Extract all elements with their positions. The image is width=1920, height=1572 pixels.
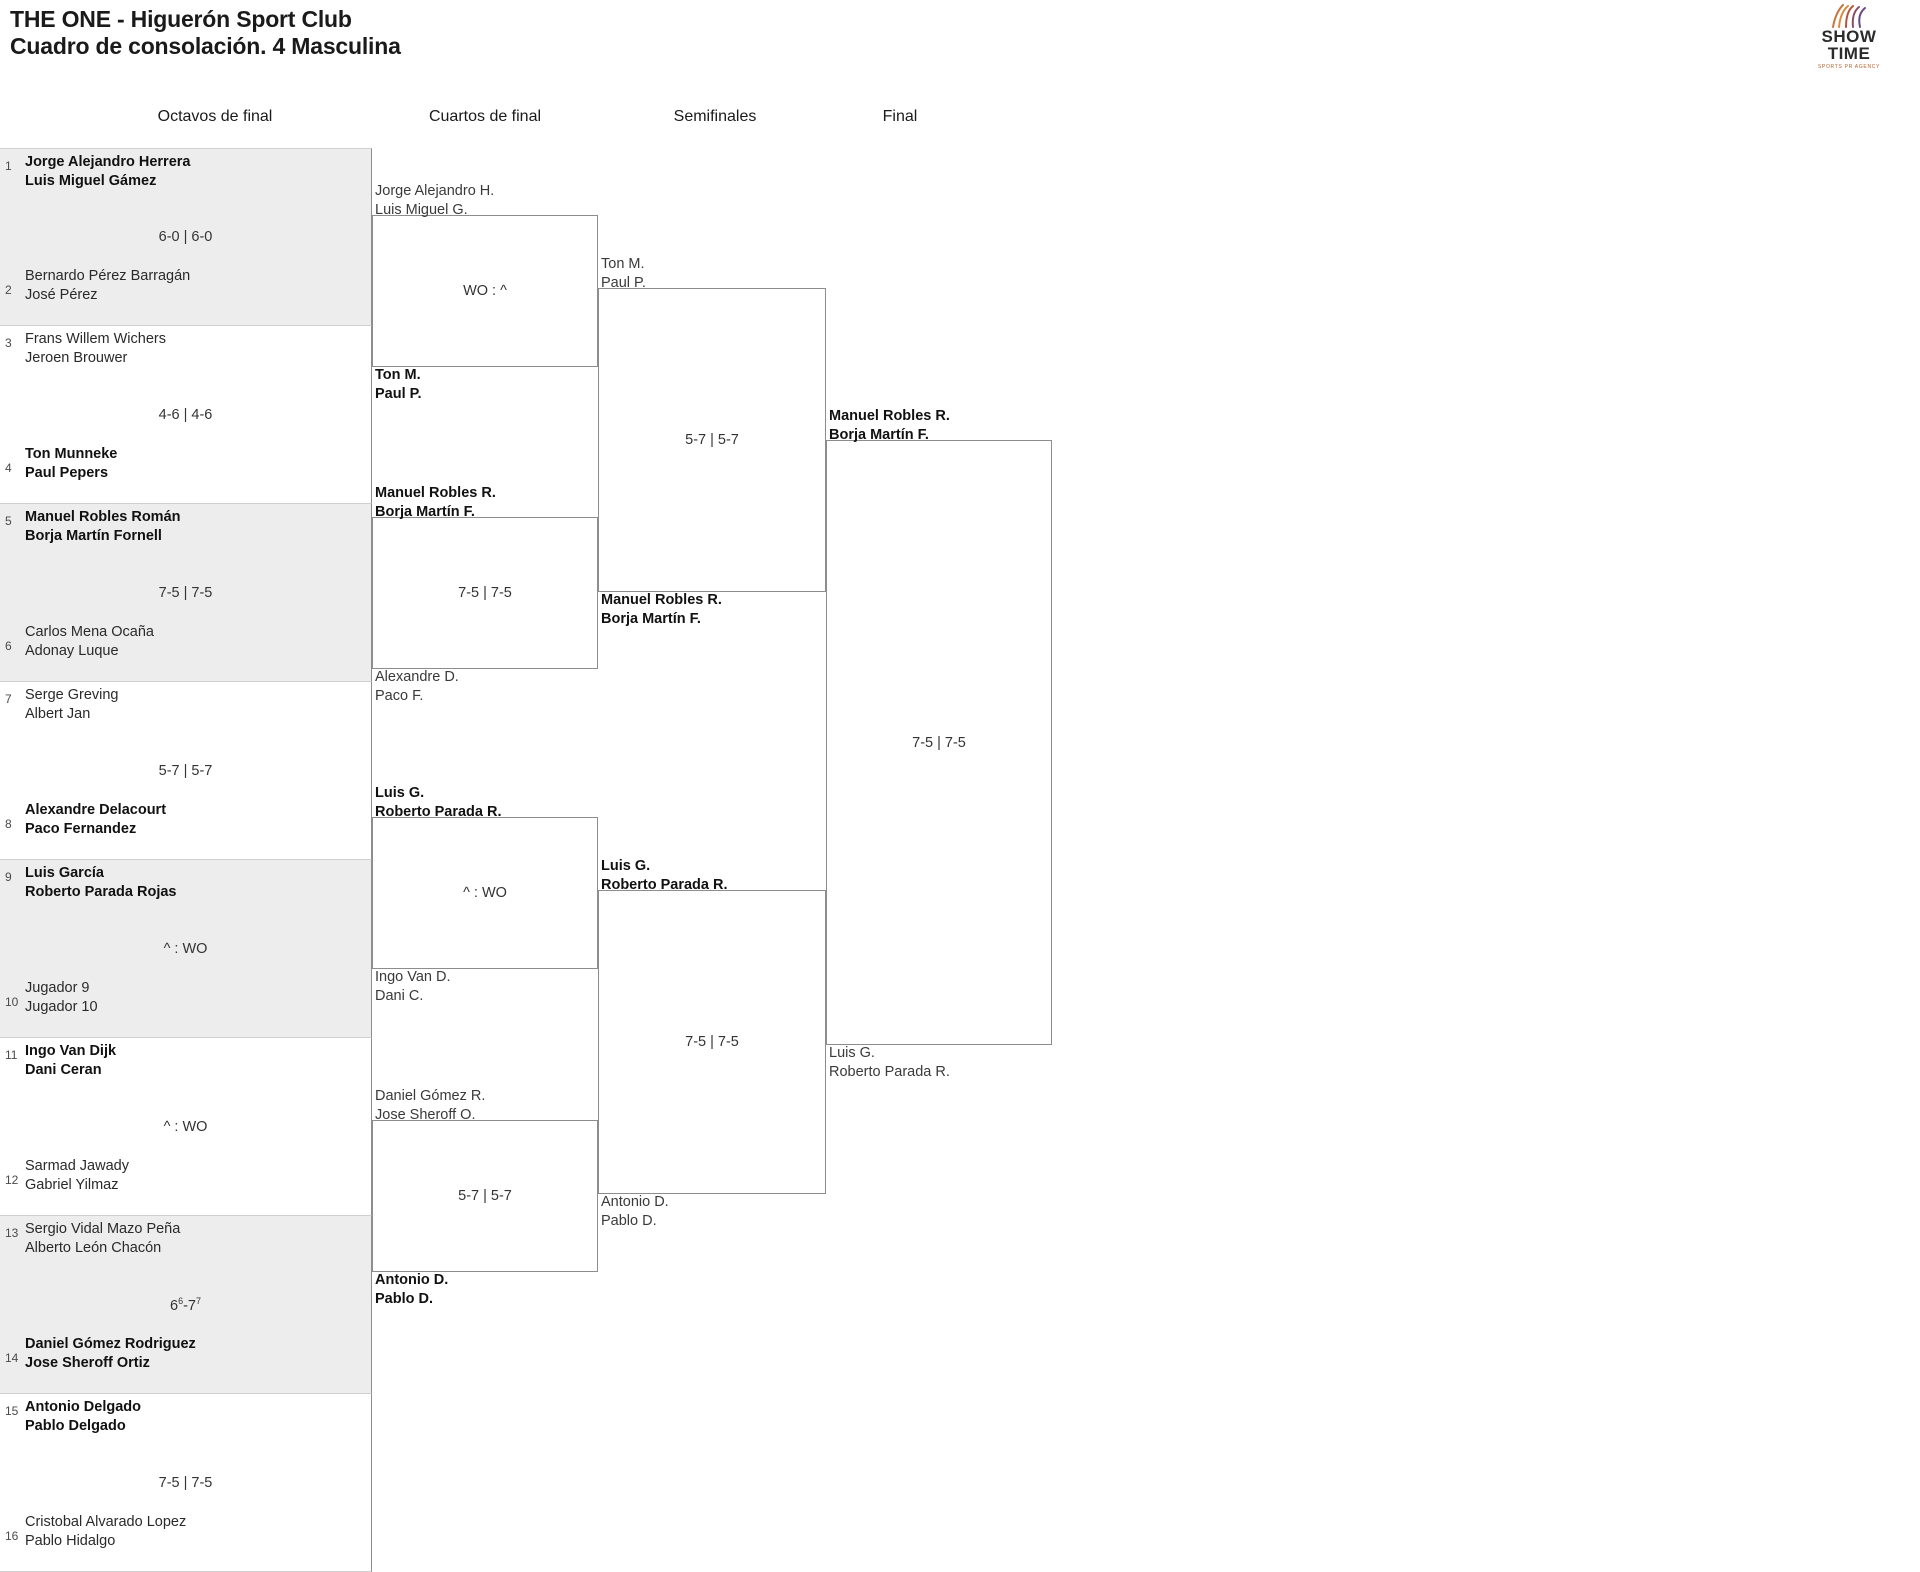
team-bottom[interactable] [25, 267, 190, 305]
seed-number: 10 [5, 995, 19, 1009]
team-bottom[interactable] [375, 1271, 448, 1309]
player-name: Manuel Robles R. [829, 408, 950, 424]
player-name: Luis G. [601, 858, 651, 874]
seed-number: 8 [5, 817, 12, 831]
match-box-cuartos-3[interactable] [372, 785, 598, 1004]
player-name: Gabriel Yilmaz [25, 1176, 119, 1193]
player-name: Sergio Vidal Mazo Peña [25, 1221, 181, 1237]
player-name: Albert Jan [25, 706, 91, 723]
team-bottom[interactable] [375, 366, 421, 404]
team-top[interactable] [25, 508, 181, 546]
player-name: Luis García [25, 865, 104, 881]
showtime-logo [1806, 4, 1892, 70]
team-bottom[interactable] [829, 1044, 950, 1082]
match-score: 5-7 | 5-7 [158, 762, 213, 779]
logo-mark-icon [1827, 4, 1871, 28]
player-name: Paul Pepers [25, 464, 109, 481]
player-name: Roberto Parada Rojas [25, 884, 177, 901]
player-name: Jose Sheroff O. [375, 1107, 476, 1124]
player-name: Manuel Robles R. [375, 485, 496, 501]
player-name: Daniel Gómez R. [375, 1088, 486, 1104]
seed-number: 2 [5, 283, 12, 297]
match-box-final[interactable] [826, 408, 1052, 1080]
player-name: Alberto León Chacón [25, 1240, 162, 1257]
team-bottom[interactable] [601, 1193, 669, 1231]
player-name: Dani Ceran [25, 1062, 102, 1079]
match-box-cuartos-4[interactable] [372, 1088, 598, 1307]
match-score: ^ : WO [463, 885, 507, 901]
team-top[interactable] [25, 1042, 116, 1080]
team-top[interactable] [375, 784, 502, 822]
player-name: Roberto Parada R. [601, 877, 728, 894]
player-name: Adonay Luque [25, 642, 119, 659]
match-row[interactable] [0, 1394, 372, 1572]
team-top[interactable] [601, 255, 646, 293]
seed-number: 1 [5, 159, 12, 173]
team-bottom[interactable] [25, 623, 154, 661]
player-name: Borja Martín Fornell [25, 528, 162, 545]
player-name: Carlos Mena Ocaña [25, 623, 154, 640]
match-row[interactable] [0, 1216, 372, 1394]
player-name: Luis Miguel Gámez [25, 173, 157, 190]
player-name: Paco F. [375, 687, 424, 704]
match-score [0, 1296, 371, 1314]
match-row[interactable] [0, 148, 372, 326]
player-name: Ton M. [375, 366, 421, 383]
team-top[interactable] [829, 407, 950, 445]
player-name: Ingo Van Dijk [25, 1043, 117, 1059]
team-bottom[interactable] [375, 968, 451, 1006]
player-name: Jose Sheroff Ortiz [25, 1354, 150, 1371]
seed-number: 15 [5, 1404, 19, 1418]
match-score: 5-7 | 5-7 [685, 432, 739, 448]
match-box-semifinal-1[interactable] [598, 256, 826, 627]
round-header-octavos: Octavos de final [157, 108, 273, 125]
player-name: Jugador 9 [25, 979, 90, 996]
team-top[interactable] [25, 1220, 180, 1258]
player-name: Daniel Gómez Rodriguez [25, 1335, 196, 1352]
player-name: Pablo D. [601, 1212, 657, 1229]
logo-text-time: TIME [1827, 44, 1871, 63]
player-name: Bernardo Pérez Barragán [25, 267, 191, 284]
match-row[interactable] [0, 1038, 372, 1216]
team-top[interactable] [25, 686, 119, 724]
match-score: ^ : WO [163, 1118, 208, 1135]
player-name: Manuel Robles R. [601, 591, 722, 608]
team-bottom[interactable] [601, 591, 722, 629]
match-score: 5-7 | 5-7 [458, 1188, 512, 1204]
team-top[interactable] [375, 1087, 485, 1125]
player-name: Pablo Delgado [25, 1418, 126, 1435]
round-header-cuartos: Cuartos de final [428, 108, 542, 125]
team-top[interactable] [601, 857, 728, 895]
match-box-cuartos-2[interactable] [372, 485, 598, 704]
player-name: Antonio D. [375, 1271, 449, 1288]
match-row[interactable] [0, 326, 372, 504]
seed-number: 3 [5, 336, 12, 350]
player-name: Luis G. [375, 785, 425, 801]
round-octavos [0, 148, 372, 1572]
player-name: Alexandre D. [375, 668, 459, 685]
match-score: WO : ^ [463, 283, 507, 299]
match-score: 6-0 | 6-0 [158, 229, 213, 245]
player-name: José Pérez [25, 286, 98, 303]
team-bottom[interactable] [25, 445, 117, 483]
player-name: Antonio D. [601, 1193, 669, 1210]
team-top[interactable] [25, 153, 190, 191]
player-name: Pablo D. [375, 1290, 434, 1307]
match-box-cuartos-1[interactable] [372, 183, 598, 402]
seed-number: 9 [5, 870, 12, 884]
player-name: Jugador 10 [25, 998, 98, 1015]
player-name: Frans Willem Wichers [25, 331, 166, 347]
player-name: Ton M. [601, 256, 645, 272]
player-name: Borja Martín F. [829, 427, 929, 444]
seed-number: 12 [5, 1173, 19, 1187]
match-score: 7-5 | 7-5 [912, 734, 966, 751]
player-name: Borja Martín F. [375, 504, 475, 521]
team-bottom[interactable] [25, 1335, 196, 1373]
team-bottom[interactable] [25, 1157, 129, 1195]
player-name: Roberto Parada R. [375, 804, 502, 821]
team-bottom[interactable] [375, 668, 459, 706]
match-score: 7-5 | 7-5 [158, 584, 213, 601]
player-name: Dani C. [375, 987, 424, 1004]
match-row[interactable] [0, 860, 372, 1038]
seed-number: 5 [5, 514, 12, 528]
player-name: Ton Munneke [25, 445, 118, 462]
round-header-semifinales: Semifinales [673, 108, 757, 125]
player-name: Borja Martín F. [601, 610, 701, 627]
match-row[interactable] [0, 504, 372, 682]
team-top[interactable] [375, 484, 496, 522]
match-score: 7-5 | 7-5 [158, 1474, 213, 1491]
player-name: Manuel Robles Román [25, 509, 181, 525]
seed-number: 16 [5, 1529, 19, 1543]
player-name: Sarmad Jawady [25, 1157, 129, 1174]
player-name: Ingo Van D. [375, 968, 451, 985]
player-name: Jorge Alejandro H. [375, 183, 495, 199]
score-tiebreak: 6 [178, 1295, 184, 1306]
match-score: 7-5 | 7-5 [458, 585, 512, 601]
player-name: Serge Greving [25, 687, 119, 703]
player-name: Paul P. [601, 275, 646, 292]
seed-number: 13 [5, 1226, 19, 1240]
seed-number: 4 [5, 461, 12, 475]
page-title [10, 6, 401, 60]
seed-number: 11 [5, 1048, 18, 1062]
team-top[interactable] [25, 1398, 141, 1436]
player-name: Luis G. [829, 1044, 875, 1061]
logo-tagline: SPORTS PR AGENCY [1817, 64, 1881, 70]
logo-text-show: SHOW [1821, 27, 1877, 46]
player-name: Pablo Hidalgo [25, 1532, 116, 1549]
player-name: Luis Miguel G. [375, 202, 468, 219]
seed-number: 7 [5, 692, 12, 706]
match-score: 7-5 | 7-5 [685, 1034, 739, 1050]
match-box-semifinal-2[interactable] [598, 858, 826, 1229]
team-bottom[interactable] [25, 1513, 186, 1551]
score-games: -7 [183, 1297, 196, 1314]
player-name: Paco Fernandez [25, 820, 137, 837]
score-tiebreak: 7 [195, 1295, 201, 1306]
team-bottom[interactable] [25, 979, 98, 1017]
match-row[interactable] [0, 682, 372, 860]
team-top[interactable] [25, 330, 166, 368]
seed-number: 6 [5, 639, 12, 653]
player-name: Paul P. [375, 385, 422, 402]
tournament-name: THE ONE - Higuerón Sport Club [10, 6, 352, 32]
match-score: ^ : WO [163, 940, 208, 957]
player-name: Jorge Alejandro Herrera [25, 154, 191, 170]
seed-number: 14 [5, 1351, 19, 1365]
score-games: 6 [169, 1297, 179, 1314]
player-name: Roberto Parada R. [829, 1063, 950, 1080]
player-name: Cristobal Alvarado Lopez [25, 1513, 187, 1530]
player-name: Alexandre Delacourt [25, 801, 167, 818]
round-header-final: Final [882, 108, 918, 125]
match-score: 4-6 | 4-6 [158, 406, 213, 423]
player-name: Antonio Delgado [25, 1399, 141, 1415]
team-bottom[interactable] [25, 801, 166, 839]
draw-name: Cuadro de consolación. 4 Masculina [10, 33, 401, 60]
player-name: Jeroen Brouwer [25, 350, 128, 367]
team-top[interactable] [25, 864, 177, 902]
team-top[interactable] [375, 182, 494, 220]
